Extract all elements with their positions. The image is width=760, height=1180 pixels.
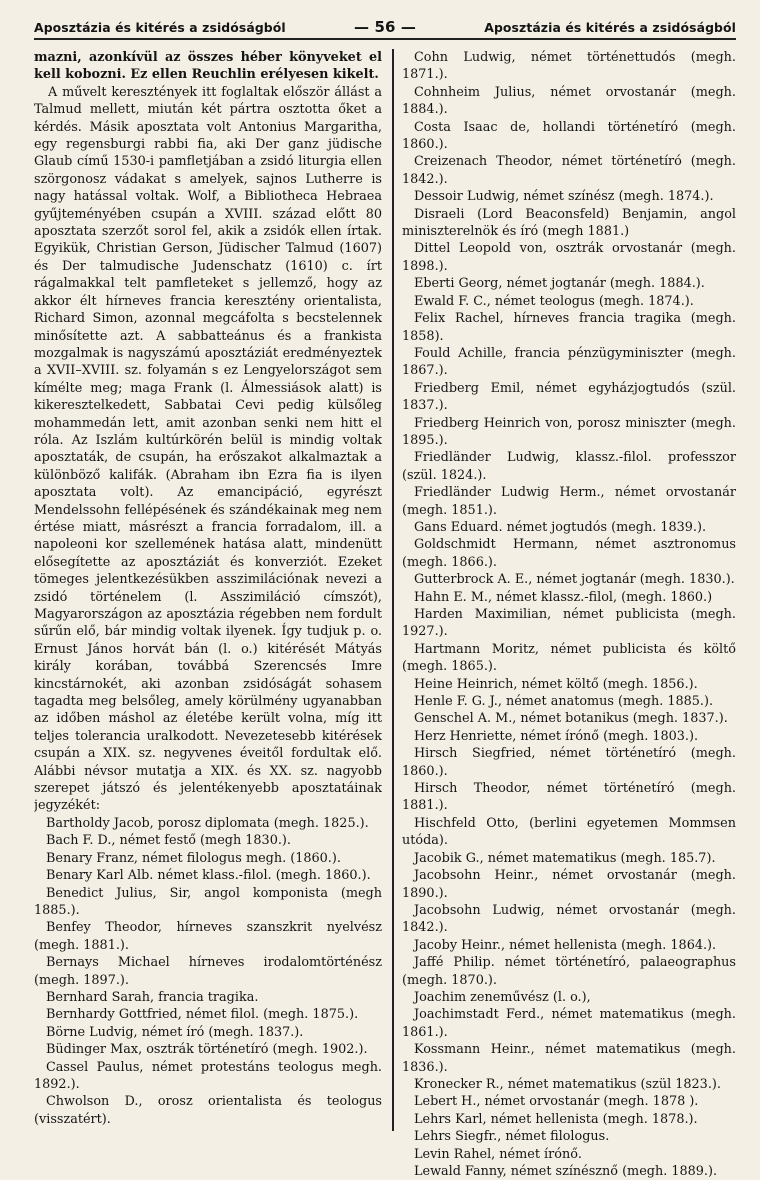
list-item: Joachim zeneművész (l. o.), <box>414 989 591 1005</box>
list-item: Gutterbrock A. E., német jogtanár (megh. 1830.). <box>414 572 735 588</box>
list-item: Eberti Georg, német jogtanár (megh. 1884.). <box>414 276 705 292</box>
running-title-left: Aposztázia és kitérés a zsidóságból <box>34 20 286 35</box>
list-item: Henle F. G. J., német anatomus (megh. 1885.). <box>414 694 714 710</box>
list-item: Bernhard Sarah, francia tragika. <box>46 989 259 1005</box>
page-number: — 56 — <box>354 18 416 36</box>
list-item: Lehrs Siegfr., német filologus. <box>414 1129 610 1145</box>
list-item: Bernhardy Gottfried, német filol. (megh. 1875.). <box>46 1007 359 1023</box>
two-column-body <box>34 49 736 1180</box>
list-item: Lehrs Karl, német hellenista (megh. 1878.). <box>414 1111 698 1127</box>
list-item: Creizenach Theodor, német történetíró (megh. 1842.). <box>402 154 736 187</box>
list-item: Jacobik G., német matematikus (megh. 185.7). <box>414 850 716 866</box>
list-item: Kronecker R., német matematikus (szül 1823.). <box>414 1076 721 1092</box>
column-divider <box>392 49 394 1131</box>
list-item: Friedländer Ludwig Herm., német orvostanár (megh. 1851.). <box>402 485 736 518</box>
list-item: Hartmann Moritz, német publicista és költő (megh. 1865.). <box>402 641 736 675</box>
list-item: Büdinger Max, osztrák történetíró (megh. 1902.). <box>46 1042 368 1058</box>
list-item: Benary Karl Alb. német klass.-filol. (megh. 1860.). <box>46 868 371 884</box>
list-item: Dittel Leopold von, osztrák orvostanár (megh. 1898.). <box>402 241 736 274</box>
list-item: Herz Henriette, német írónő (megh. 1803.). <box>414 728 699 744</box>
list-item: Hahn E. M., német klassz.-filol, (megh. 1860.) <box>414 589 713 605</box>
list-item: Jacoby Heinr., német hellenista (megh. 1864.). <box>414 937 717 953</box>
list-item: Jaffé Philip. német történetíró, palaeographus (megh. 1870.). <box>402 955 736 988</box>
list-item: Kossmann Heinr., német matematikus (megh. 1836.). <box>402 1042 736 1075</box>
running-header <box>34 18 736 40</box>
right-column <box>397 49 736 1180</box>
left-column <box>34 49 390 1180</box>
list-item: Jacobsohn Ludwig, német orvostanár (megh. 1842.). <box>402 902 736 936</box>
list-item: Cassel Paulus, német protestáns teologus megh. 1892.). <box>34 1059 382 1092</box>
list-item: Disraeli (Lord Beaconsfeld) Benjamin, angol miniszterelnök és író (megh 1881.) <box>402 206 736 240</box>
list-item: Benfey Theodor, hírneves szanszkrit nyelvész (megh. 1881.). <box>34 920 382 953</box>
list-item: Benary Franz, német filologus megh. (1860.). <box>46 850 341 866</box>
list-item: Felix Rachel, hírneves francia tragika (megh. 1858). <box>402 311 736 344</box>
list-item: Levin Rahel, német írónő. <box>414 1146 582 1162</box>
body-paragraph: A művelt keresztények itt foglaltak először állást a Talmud mellett, miután két pártra osztotta őket a kérdés. Másik aposztata volt Antonius Margaritha, egy regensburgi rabbi fia, aki Der ganz jüdische Glaub című 1530-i pamfletjában a zsidó liturgia ellen szörgonosz vádakat s amelyek, sajnos Lutherre is nagy hatással voltak. Wolf, a Bibliotheca Hebraea gyűjteményében csupán a XVIII. század előtt 80 aposztata szerzőt sorol fel, akik a zsidók ellen írtak. Egyikük, Christian Gerson, Jüdischer Talmud (1607) és Der talmudische Judenschatz (1610) c. írt rágalmakkal telt pamfleteket s jellemző, hogy az akkor élt hírneves francia keresztény orientalista, Richard Simon, azonnal megcáfolta s becstelennek minősítette azt. A sabbatteánus és a frankista mozgalmak is nagyszámú aposztáziát eredményeztek a XVII–XVIII. sz. folyamán s ez Lengyelországot sem kímélte meg; maga Frank (l. Álmessiások alatt) is kikeresztelkedett, Sabbatai Cevi pedig külsőleg mohammedán lett, amit azonban senki nem hitt el róla. Az Iszlám kultúrkörén belül is mindig voltak aposztaták, de csupán, ha erőszakot alkalmaztak a különböző kalifák. (Abraham ibn Ezra fia is ilyen aposztata volt). Az emancipáció, egyrészt Mendelssohn fellépésének és szándékainak meg nem értése miatt, másrészt a francia forradalom, ill. a napoleoni kor szellemének hatása alatt, mindenütt elősegítette az aposztáziát és konverziót. Ezeket tömeges jelentkezésükben asszimilációnak nevezi a zsidó történelem (l. Asszimiláció címszót), Magyarországon az aposztázia régebben nem fordult sűrűn elő, bár mindig voltak ilyenek. Így tudjuk p. o. Ernust János horvát bán (l. o.) kitérését Mátyás király korában, továbbá Szerencsés Imre kincstárnokét, aki azonban zsidóságát sohasem tagadta meg belsőleg, amely körülmény ugyanabban az időben máshol az életébe került volna, míg itt teljes tolerancia uralkodott. Nevezetesebb kitérések csupán a XIX. sz. negyvenes éveitől fordultak elő. Alábbi névsor mutatja a XIX. és XX. sz. nagyobb szerepet játszó és jelentékenyebb aposztatáinak jegyzékét: <box>34 84 382 814</box>
list-item: Börne Ludvig, német író (megh. 1837.). <box>46 1024 304 1040</box>
list-item: Costa Isaac de, hollandi történetíró (megh. 1860.). <box>402 119 736 153</box>
list-item: Lebert H., német orvostanár (megh. 1878 ). <box>414 1094 699 1110</box>
list-item: Bartholdy Jacob, porosz diplomata (megh. 1825.). <box>46 815 369 831</box>
list-item: Hirsch Siegfried, német történetíró (megh. 1860.). <box>402 746 736 779</box>
list-item: Hischfeld Otto, (berlini egyetemen Mommsen utóda). <box>402 815 736 849</box>
list-item: Friedberg Heinrich von, porosz miniszter (megh. 1895.). <box>402 415 736 448</box>
list-item: Fould Achille, francia pénzügyminiszter (megh. 1867.). <box>402 345 736 379</box>
list-item: Cohn Ludwig, német történettudós (megh. 1871.). <box>402 50 736 83</box>
list-item: Friedländer Ludwig, klassz.-filol. professzor (szül. 1824.). <box>402 450 736 483</box>
running-title-right: Aposztázia és kitérés a zsidóságból <box>484 20 736 35</box>
list-item: Gans Eduard. német jogtudós (megh. 1839.). <box>414 519 707 535</box>
list-item: Chwolson D., orosz orientalista és teologus (visszatért). <box>34 1094 382 1127</box>
list-item: Lewald Fanny, német színésznő (megh. 1889.). <box>414 1164 718 1179</box>
name-list-left <box>34 815 382 1128</box>
list-item: Harden Maximilian, német publicista (megh. 1927.). <box>402 607 736 640</box>
list-item: Bernays Michael hírneves irodalomtörténész (megh. 1897.). <box>34 955 382 988</box>
list-item: Bach F. D., német festő (megh 1830.). <box>46 833 291 849</box>
list-item: Genschel A. M., német botanikus (megh. 1837.). <box>414 711 728 727</box>
list-item: Ewald F. C., német teologus (megh. 1874.). <box>414 293 694 309</box>
name-list-right <box>402 49 736 1180</box>
list-item: Goldschmidt Hermann, német asztronomus (megh. 1866.). <box>402 537 736 570</box>
list-item: Friedberg Emil, német egyházjogtudós (szül. 1837.). <box>402 380 736 414</box>
list-item: Joachimstadt Ferd., német matematikus (megh. 1861.). <box>402 1007 736 1040</box>
list-item: Benedict Julius, Sir, angol komponista (megh 1885.). <box>34 885 382 918</box>
list-item: Cohnheim Julius, német orvostanár (megh. 1884.). <box>402 84 736 118</box>
list-item: Hirsch Theodor, német történetíró (megh. 1881.). <box>402 781 736 814</box>
list-item: Jacobsohn Heinr., német orvostanár (megh. 1890.). <box>402 868 736 901</box>
list-item: Heine Heinrich, német költő (megh. 1856.). <box>414 676 698 692</box>
list-item: Dessoir Ludwig, német színész (megh. 1874.). <box>414 189 714 205</box>
body-paragraph: mazni, azonkívül az összes héber könyveket el kell kobozni. Ez ellen Reuchlin erélyesen kikelt. <box>34 50 382 83</box>
